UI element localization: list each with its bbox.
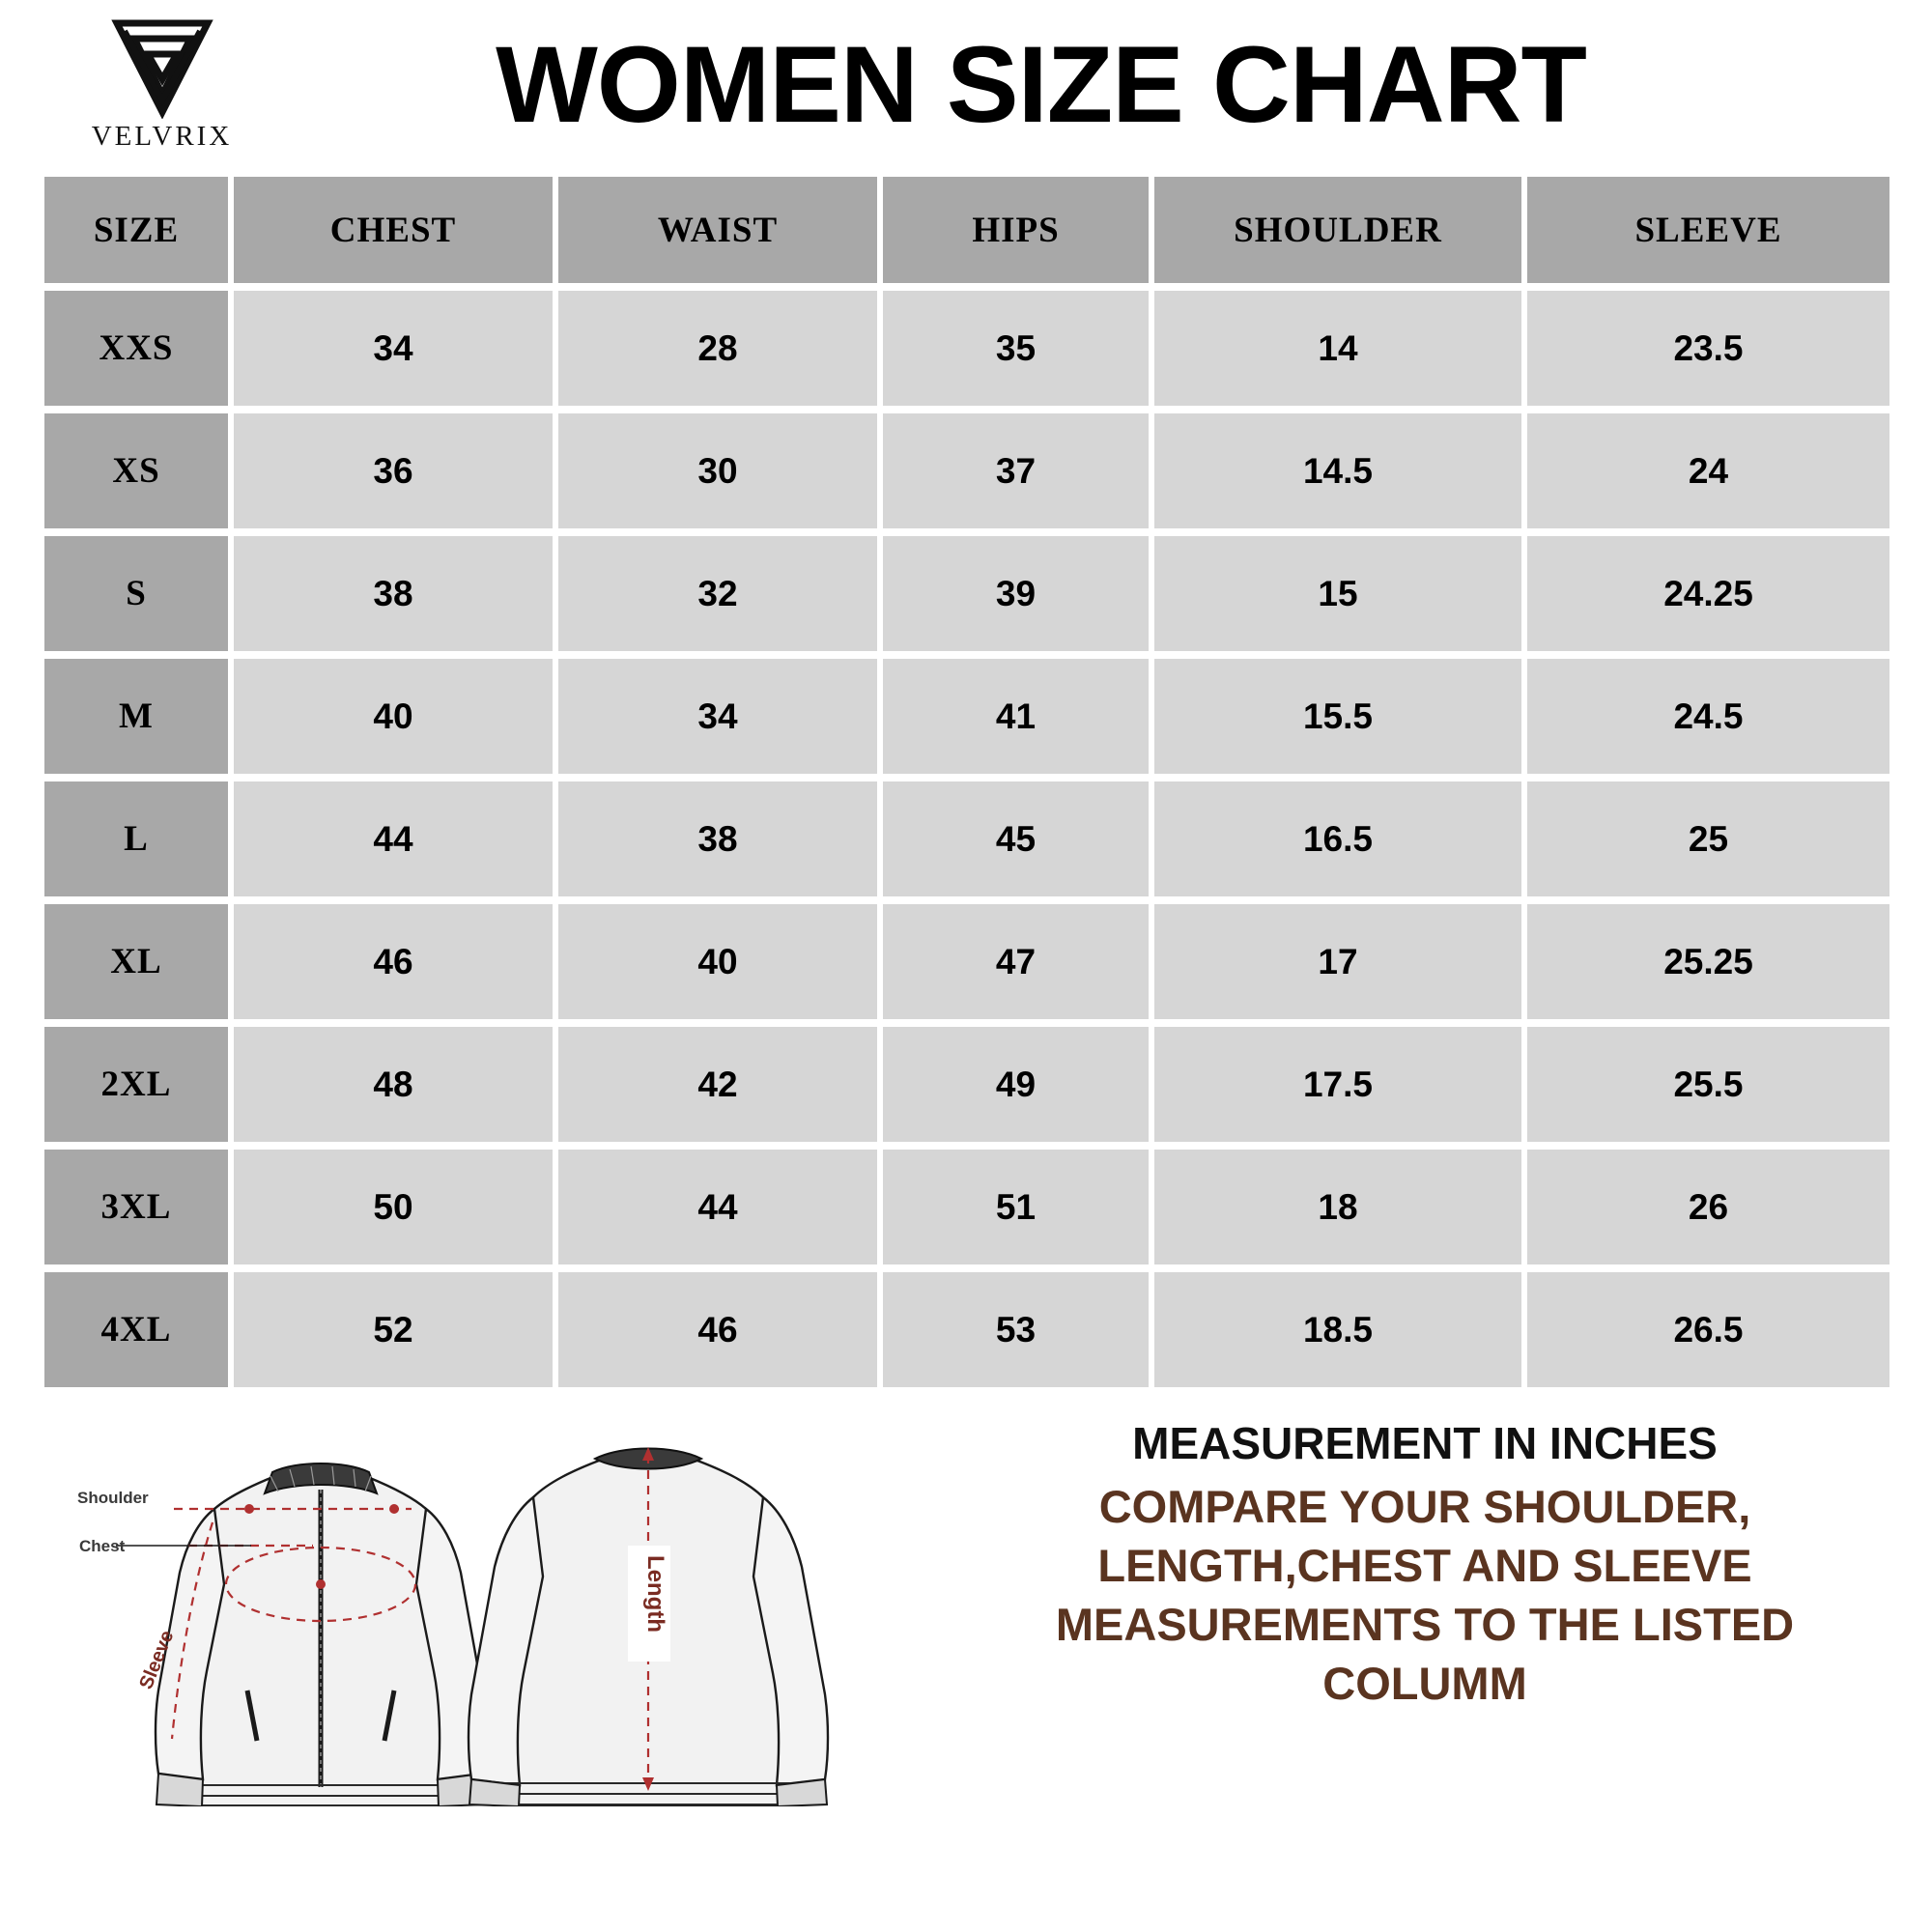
measurement-diagram xyxy=(58,1401,1005,1806)
cell-hips: 37 xyxy=(883,413,1149,528)
cell-sleeve: 26 xyxy=(1527,1150,1889,1264)
cell-waist: 42 xyxy=(558,1027,877,1142)
brand-block xyxy=(77,17,246,153)
table-row xyxy=(44,1027,1889,1142)
cell-waist: 40 xyxy=(558,904,877,1019)
table-row xyxy=(44,1272,1889,1387)
cell-shoulder: 17.5 xyxy=(1154,1027,1521,1142)
cell-hips: 35 xyxy=(883,291,1149,406)
jacket-front-illustration xyxy=(156,1463,485,1806)
label-shoulder: Shoulder xyxy=(77,1489,149,1507)
cell-sleeve: 23.5 xyxy=(1527,291,1889,406)
cell-size: XS xyxy=(44,413,228,528)
cell-hips: 49 xyxy=(883,1027,1149,1142)
cell-shoulder: 15.5 xyxy=(1154,659,1521,774)
cell-chest: 52 xyxy=(234,1272,553,1387)
cell-hips: 47 xyxy=(883,904,1149,1019)
cell-sleeve: 24.25 xyxy=(1527,536,1889,651)
table-row xyxy=(44,904,1889,1019)
cell-waist: 38 xyxy=(558,781,877,896)
cell-sleeve: 25 xyxy=(1527,781,1889,896)
page-header xyxy=(39,0,1893,169)
velvrix-chevron-logo-icon xyxy=(109,17,215,119)
cell-waist: 46 xyxy=(558,1272,877,1387)
cell-size: XL xyxy=(44,904,228,1019)
cell-waist: 34 xyxy=(558,659,877,774)
cell-size: XXS xyxy=(44,291,228,406)
cell-shoulder: 16.5 xyxy=(1154,781,1521,896)
column-header-size: SIZE xyxy=(44,177,228,283)
cell-hips: 41 xyxy=(883,659,1149,774)
column-header-hips: HIPS xyxy=(883,177,1149,283)
cell-chest: 46 xyxy=(234,904,553,1019)
table-row xyxy=(44,659,1889,774)
bottom-section xyxy=(39,1401,1893,1816)
cell-sleeve: 24 xyxy=(1527,413,1889,528)
cell-chest: 44 xyxy=(234,781,553,896)
cell-hips: 45 xyxy=(883,781,1149,896)
cell-hips: 51 xyxy=(883,1150,1149,1264)
brand-name: VELVRIX xyxy=(91,120,233,152)
cell-hips: 39 xyxy=(883,536,1149,651)
cell-size: 3XL xyxy=(44,1150,228,1264)
cell-size: 2XL xyxy=(44,1027,228,1142)
cell-waist: 44 xyxy=(558,1150,877,1264)
cell-shoulder: 14 xyxy=(1154,291,1521,406)
cell-chest: 38 xyxy=(234,536,553,651)
table-row xyxy=(44,536,1889,651)
cell-waist: 30 xyxy=(558,413,877,528)
column-header-chest: CHEST xyxy=(234,177,553,283)
cell-sleeve: 26.5 xyxy=(1527,1272,1889,1387)
size-table xyxy=(39,169,1895,1395)
cell-chest: 36 xyxy=(234,413,553,528)
cell-sleeve: 25.5 xyxy=(1527,1027,1889,1142)
cell-shoulder: 14.5 xyxy=(1154,413,1521,528)
label-chest: Chest xyxy=(79,1537,126,1555)
table-row xyxy=(44,1150,1889,1264)
cell-chest: 48 xyxy=(234,1027,553,1142)
table-header-row xyxy=(44,177,1889,283)
cell-chest: 50 xyxy=(234,1150,553,1264)
cell-chest: 34 xyxy=(234,291,553,406)
compare-instruction-note: COMPARE YOUR SHOULDER, LENGTH,CHEST AND SLEEVE MEASUREMENTS TO THE LISTED COLUMM xyxy=(1055,1480,1795,1710)
cell-size: L xyxy=(44,781,228,896)
cell-shoulder: 17 xyxy=(1154,904,1521,1019)
cell-shoulder: 18 xyxy=(1154,1150,1521,1264)
cell-size: 4XL xyxy=(44,1272,228,1387)
cell-waist: 32 xyxy=(558,536,877,651)
label-sleeve: Sleeve xyxy=(135,1627,179,1692)
page-title: WOMEN SIZE CHART xyxy=(496,23,1586,145)
notes-block xyxy=(1005,1401,1874,1713)
table-row xyxy=(44,781,1889,896)
cell-sleeve: 24.5 xyxy=(1527,659,1889,774)
column-header-sleeve: SLEEVE xyxy=(1527,177,1889,283)
label-length: Length xyxy=(642,1555,668,1633)
cell-hips: 53 xyxy=(883,1272,1149,1387)
cell-shoulder: 18.5 xyxy=(1154,1272,1521,1387)
table-row xyxy=(44,413,1889,528)
cell-sleeve: 25.25 xyxy=(1527,904,1889,1019)
table-row xyxy=(44,291,1889,406)
cell-waist: 28 xyxy=(558,291,877,406)
cell-chest: 40 xyxy=(234,659,553,774)
cell-size: S xyxy=(44,536,228,651)
cell-size: M xyxy=(44,659,228,774)
column-header-shoulder: SHOULDER xyxy=(1154,177,1521,283)
column-header-waist: WAIST xyxy=(558,177,877,283)
measurement-unit-note: MEASUREMENT IN INCHES xyxy=(1132,1418,1718,1468)
cell-shoulder: 15 xyxy=(1154,536,1521,651)
